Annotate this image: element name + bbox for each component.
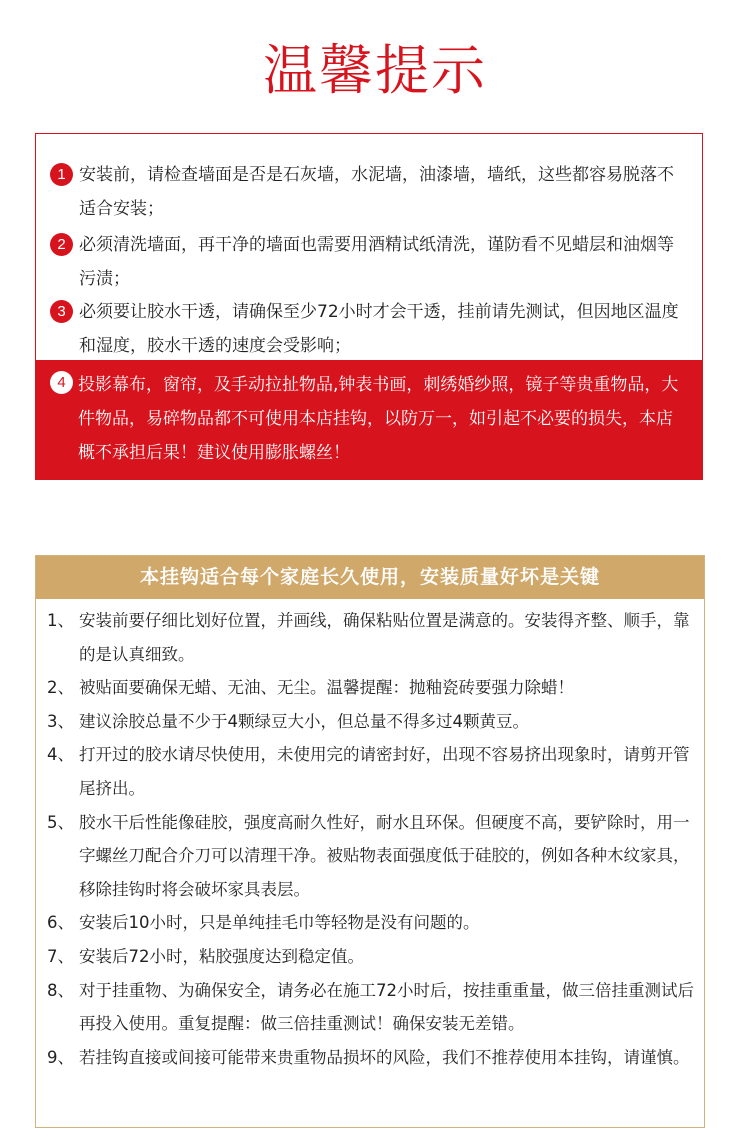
list-item [47, 705, 699, 739]
list-index: 3、 [47, 711, 74, 731]
list-index: 6、 [47, 913, 74, 933]
notice-text: 必须要让胶水干透，请确保至少72小时才会干透，挂前请先测试，但因地区温度和湿度，胶水干透的速度会受影响； [79, 302, 679, 356]
list-item [47, 1041, 699, 1075]
number-2-icon: 2 [50, 233, 73, 256]
list-item [47, 974, 699, 1041]
list-item [47, 906, 699, 940]
guide-header: 本挂钩适合每个家庭长久使用，安装质量好坏是关键 [36, 556, 704, 599]
guide-list [47, 604, 699, 1074]
notice-text: 安装前，请检查墙面是否是石灰墙，水泥墙，油漆墙，墙纸，这些都容易脱落不适合安装； [79, 165, 674, 219]
page-title: 温馨提示 [263, 39, 487, 102]
number-3-icon: 3 [50, 300, 73, 323]
list-item [47, 604, 699, 671]
list-index: 1、 [47, 611, 74, 630]
list-index: 5、 [47, 812, 74, 832]
list-index: 2、 [47, 678, 74, 698]
list-text: 对于挂重物、为确保安全，请务必在施工72小时后，按挂重重量，做三倍挂重测试后再投入使用。重复提醒：做三倍挂重测试！确保安装无差错。 [79, 980, 694, 1034]
list-text: 胶水干后性能像硅胶，强度高耐久性好，耐水且环保。但硬度不高，要铲除时，用一字螺丝刀配合介刀可以清理干净。被贴物表面强度低于硅胶的，例如各种木纹家具，移除挂钩时将会破坏家具表层。 [79, 812, 690, 899]
list-text: 安装后10小时，只是单纯挂毛巾等轻物是没有问题的。 [79, 913, 480, 933]
number-1-icon: 1 [50, 163, 73, 186]
list-item [47, 940, 699, 974]
notice-box [35, 133, 703, 479]
notice-text: 必须清洗墙面，再干净的墙面也需要用酒精试纸清洗，谨防看不见蜡层和油烟等污渍； [79, 235, 674, 289]
list-item [47, 738, 699, 805]
number-4-icon: 4 [50, 371, 73, 394]
warning-text: 投影幕布，窗帘，及手动拉扯物品,钟表书画，刺绣婚纱照，镜子等贵重物品，大件物品，易碎物品都不可使用本店挂钩，以防万一，如引起不必要的损失，本店概不承担后果！建议使用膨胀螺丝！ [78, 375, 679, 463]
list-index: 4、 [47, 745, 74, 765]
list-text: 建议涂胶总量不少于4颗绿豆大小，但总量不得多过4颗黄豆。 [79, 711, 529, 731]
list-item [47, 806, 699, 907]
list-text: 安装后72小时，粘胶强度达到稳定值。 [79, 946, 364, 966]
list-text: 被贴面要确保无蜡、无油、无尘。温馨提醒：抛釉瓷砖要强力除蜡！ [79, 678, 574, 698]
list-item [47, 671, 699, 705]
list-index: 9、 [47, 1047, 74, 1067]
list-text: 安装前要仔细比划好位置，并画线，确保粘贴位置是满意的。安装得齐整、顺手，靠的是认真细致。 [79, 611, 690, 664]
warning-banner [35, 360, 703, 480]
list-index: 8、 [47, 980, 74, 1000]
list-index: 7、 [47, 946, 74, 966]
list-text: 打开过的胶水请尽快使用，未使用完的请密封好，出现不容易挤出现象时，请剪开管尾挤出。 [79, 745, 690, 798]
list-text: 若挂钩直接或间接可能带来贵重物品损坏的风险，我们不推荐使用本挂钩，请谨慎。 [79, 1047, 690, 1067]
install-guide-box [35, 555, 705, 1128]
